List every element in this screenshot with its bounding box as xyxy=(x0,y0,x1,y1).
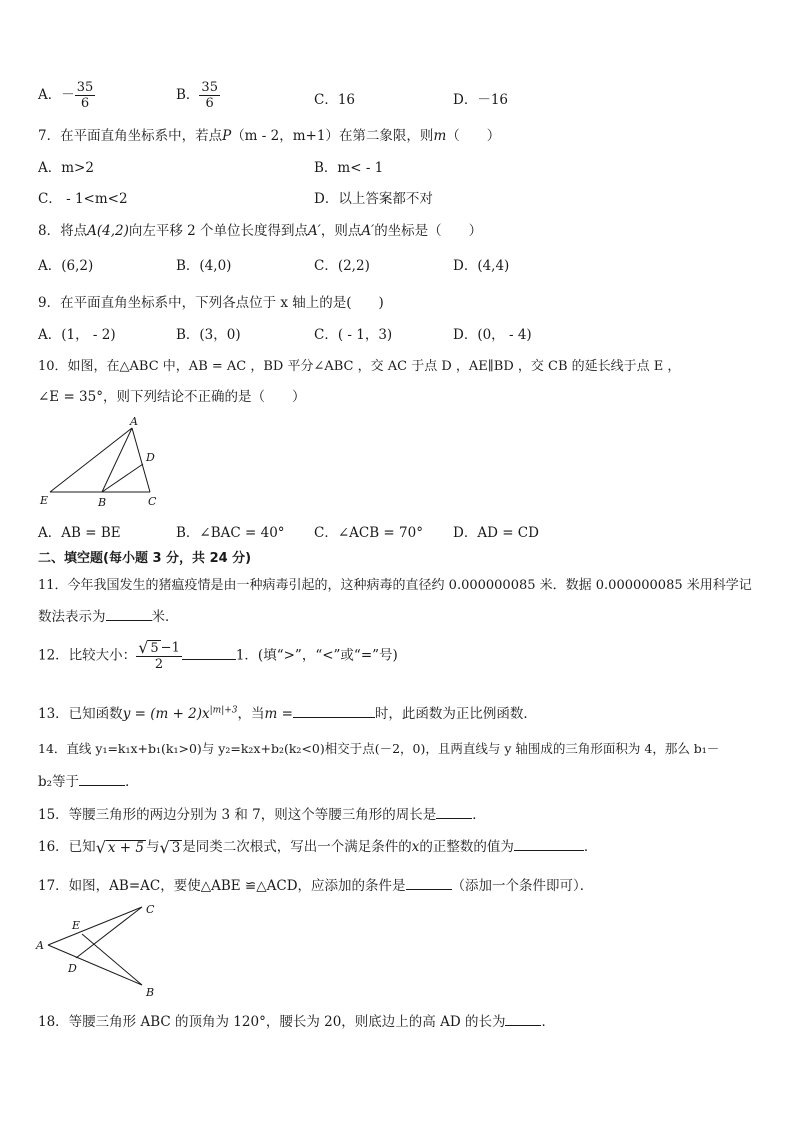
q7-stem xyxy=(38,124,500,144)
text: 是同类二次根式，写出一个满足条件的 xyxy=(182,839,412,855)
segment-be xyxy=(82,934,142,985)
variable: m xyxy=(433,128,447,144)
radical-sign: √ xyxy=(138,638,149,657)
q9-option-c: C．( - 1，3) xyxy=(314,327,393,343)
point-label: A′ xyxy=(361,223,375,239)
text: 的正整数的值为 xyxy=(419,839,514,855)
text: 1．(填“>”，“<”或“=”号) xyxy=(235,647,398,664)
vertex-label-e: E xyxy=(40,494,49,507)
answer-blank xyxy=(182,647,236,660)
q17-triangle-figure xyxy=(34,898,174,1002)
text: 8．将点 xyxy=(38,223,88,239)
text: 向左平移 2 个单位长度得到点 xyxy=(128,223,309,239)
q15-line xyxy=(38,803,486,823)
vertex-label-b: B xyxy=(98,496,107,509)
text: （ ） xyxy=(446,128,501,144)
text: ． xyxy=(472,807,486,823)
q13-line xyxy=(38,702,537,722)
text: 12．比较大小： xyxy=(38,647,137,664)
radicand: 5 xyxy=(150,641,159,656)
q10-option-a: A．AB = BE xyxy=(38,525,121,541)
q14-line1: 14．直线 y₁=k₁x+b₁(k₁>0)与 y₂=k₂x+b₂(k₂<0)相交于点(－2，0)，且两直线与 y 轴围成的三角形面积为 4，那么 b₁－ xyxy=(38,741,720,756)
text: 数法表示为 xyxy=(38,609,106,625)
exponent: |m|+3 xyxy=(209,705,238,716)
answer-blank xyxy=(406,877,452,890)
answer-blank xyxy=(106,608,152,621)
minus-sign: － xyxy=(61,87,75,103)
square-root xyxy=(159,837,183,857)
text: 时，此函数为正比例函数． xyxy=(374,706,537,722)
text: （添加一个条件即可）． xyxy=(451,878,594,894)
text: 13．已知函数 xyxy=(38,706,123,722)
text: （m - 2，m+1） xyxy=(231,128,339,144)
q17-line xyxy=(38,874,593,894)
option-label: A． xyxy=(38,87,62,103)
radicand: x + 5 xyxy=(107,839,144,856)
square-root xyxy=(138,640,160,656)
numerator: 35 xyxy=(201,80,218,95)
answer-blank xyxy=(79,773,125,786)
q9-stem: 9．在平面直角坐标系中，下列各点位于 x 轴上的是( ) xyxy=(38,295,384,311)
fraction xyxy=(75,80,96,111)
text: b₂等于 xyxy=(38,774,80,790)
vertex-label-d: D xyxy=(146,451,155,464)
q7-option-c: C． - 1<m<2 xyxy=(38,191,128,207)
square-root xyxy=(95,837,146,857)
text: ，则点 xyxy=(320,223,362,239)
q8-option-b: B．(4,0) xyxy=(176,258,232,274)
segment-ea xyxy=(50,428,132,492)
q7-option-b: B．m< - 1 xyxy=(314,160,384,176)
fraction xyxy=(199,80,220,111)
q8-option-a: A．(6,2) xyxy=(38,258,94,274)
point-label: A(4,2) xyxy=(87,223,129,239)
q8-option-d: D．(4,4) xyxy=(453,258,510,274)
point-label: A′ xyxy=(308,223,321,239)
q6-option-c: C．16 xyxy=(314,92,356,108)
text: 17．如图，AB=AC，要使△ABE ≌△ACD，应添加的条件是 xyxy=(38,878,406,894)
answer-blank xyxy=(505,1013,541,1026)
text: −1 xyxy=(160,640,180,656)
answer-blank xyxy=(436,806,472,819)
q10-triangle-figure xyxy=(36,414,176,510)
q9-option-a: A．(1， - 2) xyxy=(38,327,116,343)
q11-line2 xyxy=(38,605,179,625)
text: 与 xyxy=(146,839,160,855)
radicand: 3 xyxy=(171,839,181,856)
text: 的坐标是（ ） xyxy=(374,223,483,239)
segment-ac xyxy=(48,907,142,945)
q8-option-c: C．(2,2) xyxy=(314,258,370,274)
q8-stem xyxy=(38,219,482,239)
answer-blank xyxy=(514,838,584,851)
q14-line2 xyxy=(38,770,139,790)
segment-ab xyxy=(102,428,132,492)
point-label: P xyxy=(222,128,232,144)
text: 7．在平面直角坐标系中，若点 xyxy=(38,128,223,144)
option-label: B． xyxy=(176,87,200,103)
q6-option-b xyxy=(176,80,220,111)
text: 16．已知 xyxy=(38,839,96,855)
vertex-label-d: D xyxy=(68,962,77,975)
answer-blank xyxy=(293,705,375,718)
variable: x xyxy=(411,839,420,855)
vertex-label-c: C xyxy=(148,495,157,508)
q10-stem-line2: ∠E = 35°，则下列结论不正确的是（ ） xyxy=(38,389,306,405)
vertex-label-e: E xyxy=(72,919,81,932)
fraction xyxy=(136,640,182,672)
q6-option-d: D．－16 xyxy=(453,92,509,108)
segment-ab xyxy=(48,945,142,985)
text: 米． xyxy=(151,609,179,625)
q6-option-a xyxy=(38,80,95,111)
q7-option-a: A．m>2 xyxy=(38,160,94,176)
q16-line xyxy=(38,835,597,856)
radical-sign: √ xyxy=(95,837,106,857)
q9-option-d: D．(0， - 4) xyxy=(453,327,532,343)
q9-option-b: B．(3，0) xyxy=(176,327,241,343)
text: ． xyxy=(125,774,139,790)
numerator xyxy=(136,640,182,657)
q18-line xyxy=(38,1010,555,1030)
text: ，当 xyxy=(237,706,265,722)
q7-option-d: D．以上答案都不对 xyxy=(314,191,433,207)
text: 15．等腰三角形的两边分别为 3 和 7，则这个等腰三角形的周长是 xyxy=(38,807,437,823)
variable: m = xyxy=(264,706,293,722)
vertex-label-a: A xyxy=(36,939,44,952)
text: 18．等腰三角形 ABC 的顶角为 120°，腰长为 20，则底边上的高 AD 的长为 xyxy=(38,1014,506,1030)
denominator: 2 xyxy=(154,657,164,672)
section-heading: 二、填空题(每小题 3 分，共 24 分) xyxy=(38,551,252,566)
segment-cd xyxy=(76,907,142,958)
q11-line1: 11．今年我国发生的猪瘟疫情是由一种病毒引起的，这种病毒的直径约 0.000000085 米．数据 0.000000085 米用科学记 xyxy=(38,578,752,593)
q10-option-d: D．AD = CD xyxy=(453,525,539,541)
vertex-label-b: B xyxy=(146,986,155,999)
function-expression: y = (m + 2)x xyxy=(122,706,210,722)
numerator: 35 xyxy=(76,80,94,95)
denominator: 6 xyxy=(205,96,214,111)
q10-option-b: B．∠BAC = 40° xyxy=(176,525,285,541)
text: 在第二象限，则 xyxy=(338,128,434,144)
q10-option-c: C．∠ACB = 70° xyxy=(314,525,423,541)
vertex-label-a: A xyxy=(130,415,138,428)
denominator: 6 xyxy=(80,96,90,111)
q12-line xyxy=(38,640,398,672)
text: ． xyxy=(541,1014,555,1030)
radical-sign: √ xyxy=(159,837,170,857)
q10-stem-line1: 10．如图，在△ABC 中，AB = AC ，BD 平分∠ABC ，交 AC 于点 D ，AE∥BD ，交 CB 的延长线于点 E ， xyxy=(38,359,681,374)
vertex-label-c: C xyxy=(146,903,155,916)
text: ． xyxy=(583,839,598,855)
